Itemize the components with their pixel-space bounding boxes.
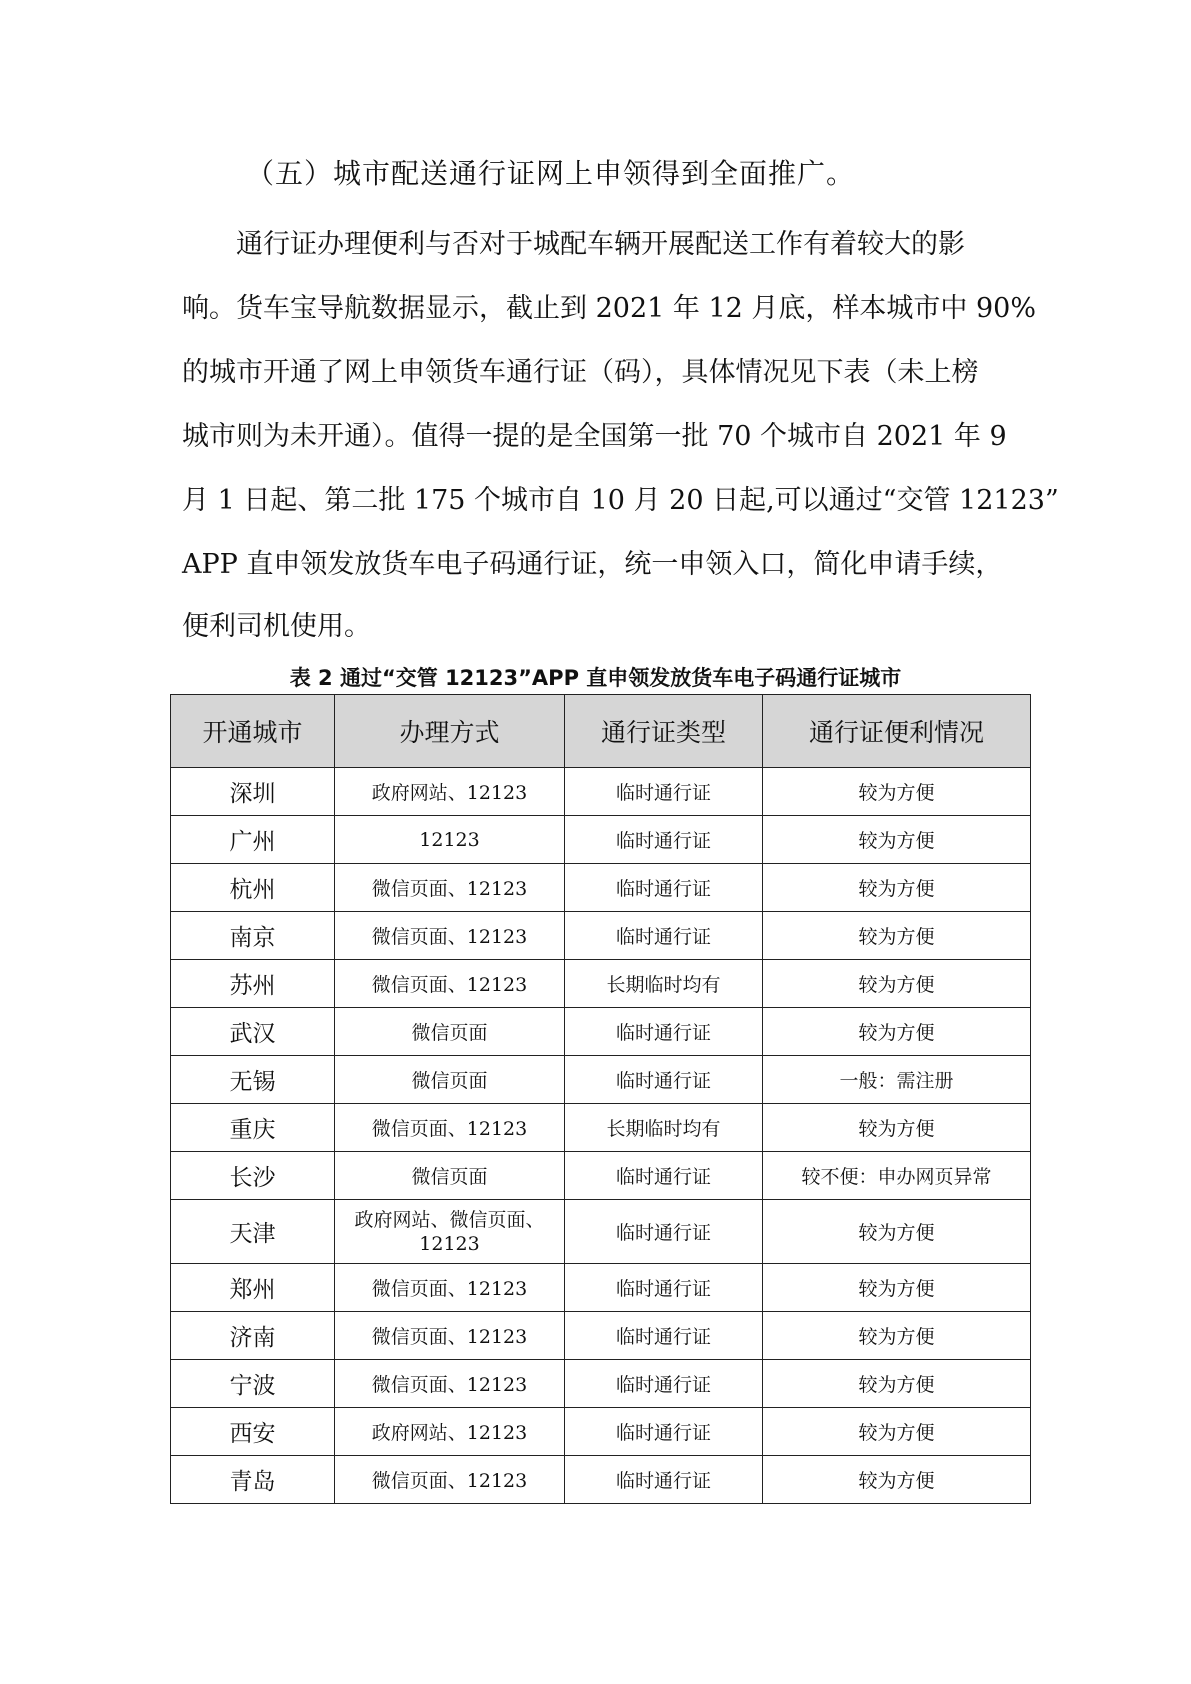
convenience-cell: 较为方便	[763, 1456, 1031, 1504]
column-header-permit-type: 通行证类型	[565, 695, 763, 768]
method-cell: 微信页面、12123	[335, 1264, 565, 1312]
convenience-cell: 较为方便	[763, 864, 1031, 912]
city-permit-table	[170, 694, 1031, 1504]
convenience-cell: 较为方便	[763, 816, 1031, 864]
method-cell: 政府网站、微信页面、12123	[335, 1200, 565, 1264]
city-cell: 南京	[171, 912, 335, 960]
method-cell: 微信页面、12123	[335, 912, 565, 960]
column-header-convenience: 通行证便利情况	[763, 695, 1031, 768]
column-header-city: 开通城市	[171, 695, 335, 768]
convenience-cell: 较为方便	[763, 912, 1031, 960]
method-cell: 微信页面、12123	[335, 960, 565, 1008]
method-cell: 微信页面、12123	[335, 1312, 565, 1360]
city-cell: 深圳	[171, 768, 335, 816]
table-row	[171, 960, 1031, 1008]
table-row	[171, 1152, 1031, 1200]
permit-type-cell: 长期临时均有	[565, 960, 763, 1008]
convenience-cell: 一般：需注册	[763, 1056, 1031, 1104]
body-text-line: 通行证办理便利与否对于城配车辆开展配送工作有着较大的影	[236, 229, 965, 260]
permit-type-cell: 临时通行证	[565, 1456, 763, 1504]
permit-type-cell: 临时通行证	[565, 1056, 763, 1104]
permit-type-cell: 临时通行证	[565, 1408, 763, 1456]
permit-type-cell: 临时通行证	[565, 1008, 763, 1056]
table-row	[171, 768, 1031, 816]
body-text-line: 便利司机使用。	[182, 611, 371, 642]
method-cell: 微信页面	[335, 1152, 565, 1200]
table-row	[171, 1056, 1031, 1104]
table-row	[171, 864, 1031, 912]
section-heading: （五）城市配送通行证网上申领得到全面推广。	[246, 157, 856, 190]
table-row	[171, 1312, 1031, 1360]
city-cell: 宁波	[171, 1360, 335, 1408]
permit-type-cell: 临时通行证	[565, 864, 763, 912]
body-text-normal: APP 直申领发放货车	[182, 549, 436, 580]
method-cell: 12123	[335, 816, 565, 864]
column-header-method: 办理方式	[335, 695, 565, 768]
method-cell: 微信页面	[335, 1056, 565, 1104]
permit-type-cell: 临时通行证	[565, 1200, 763, 1264]
table-row	[171, 816, 1031, 864]
convenience-cell: 较为方便	[763, 1408, 1031, 1456]
permit-type-cell: 临时通行证	[565, 1312, 763, 1360]
method-cell: 政府网站、12123	[335, 1408, 565, 1456]
table-row	[171, 1200, 1031, 1264]
method-cell: 政府网站、12123	[335, 768, 565, 816]
body-text-line	[182, 542, 1022, 581]
permit-type-cell: 临时通行证	[565, 912, 763, 960]
city-cell: 无锡	[171, 1056, 335, 1104]
table-row	[171, 1264, 1031, 1312]
city-cell: 济南	[171, 1312, 335, 1360]
convenience-cell: 较为方便	[763, 1200, 1031, 1264]
city-cell: 武汉	[171, 1008, 335, 1056]
permit-type-cell: 临时通行证	[565, 768, 763, 816]
method-cell: 微信页面、12123	[335, 1104, 565, 1152]
body-text-line: 城市则为未开通）。值得一提的是全国第一批 70 个城市自 2021 年 9	[182, 421, 1007, 452]
method-cell: 微信页面	[335, 1008, 565, 1056]
convenience-cell: 较为方便	[763, 1104, 1031, 1152]
body-text-line: 的城市开通了网上申领货车通行证（码），具体情况见下表（未上榜	[182, 357, 979, 388]
permit-type-cell: 临时通行证	[565, 1152, 763, 1200]
body-text-emphasis: 电子码通行证，统一申领入口，简化申请手续，	[435, 549, 1003, 580]
city-cell: 杭州	[171, 864, 335, 912]
table-header-row	[171, 695, 1031, 768]
city-cell: 郑州	[171, 1264, 335, 1312]
city-cell: 天津	[171, 1200, 335, 1264]
permit-type-cell: 临时通行证	[565, 1360, 763, 1408]
city-cell: 青岛	[171, 1456, 335, 1504]
table-row	[171, 912, 1031, 960]
city-cell: 西安	[171, 1408, 335, 1456]
table-row	[171, 1008, 1031, 1056]
permit-type-cell: 长期临时均有	[565, 1104, 763, 1152]
method-cell: 微信页面、12123	[335, 1456, 565, 1504]
convenience-cell: 较为方便	[763, 768, 1031, 816]
city-cell: 苏州	[171, 960, 335, 1008]
table-row	[171, 1408, 1031, 1456]
table-row	[171, 1360, 1031, 1408]
city-cell: 重庆	[171, 1104, 335, 1152]
table-caption: 表 2 通过“交管 12123”APP 直申领发放货车电子码通行证城市	[289, 666, 902, 690]
body-text-line: 响。货车宝导航数据显示，截止到 2021 年 12 月底，样本城市中 90%	[182, 293, 1036, 324]
permit-type-cell: 临时通行证	[565, 816, 763, 864]
table-row	[171, 1456, 1031, 1504]
method-cell: 微信页面、12123	[335, 1360, 565, 1408]
convenience-cell: 较为方便	[763, 1360, 1031, 1408]
table-row	[171, 1104, 1031, 1152]
city-cell: 广州	[171, 816, 335, 864]
convenience-cell: 较为方便	[763, 1312, 1031, 1360]
city-cell: 长沙	[171, 1152, 335, 1200]
convenience-cell: 较不便：申办网页异常	[763, 1152, 1031, 1200]
body-text-line: 月 1 日起、第二批 175 个城市自 10 月 20 日起,可以通过“交管 12123”	[182, 485, 1059, 516]
convenience-cell: 较为方便	[763, 1008, 1031, 1056]
method-cell: 微信页面、12123	[335, 864, 565, 912]
convenience-cell: 较为方便	[763, 960, 1031, 1008]
permit-type-cell: 临时通行证	[565, 1264, 763, 1312]
convenience-cell: 较为方便	[763, 1264, 1031, 1312]
